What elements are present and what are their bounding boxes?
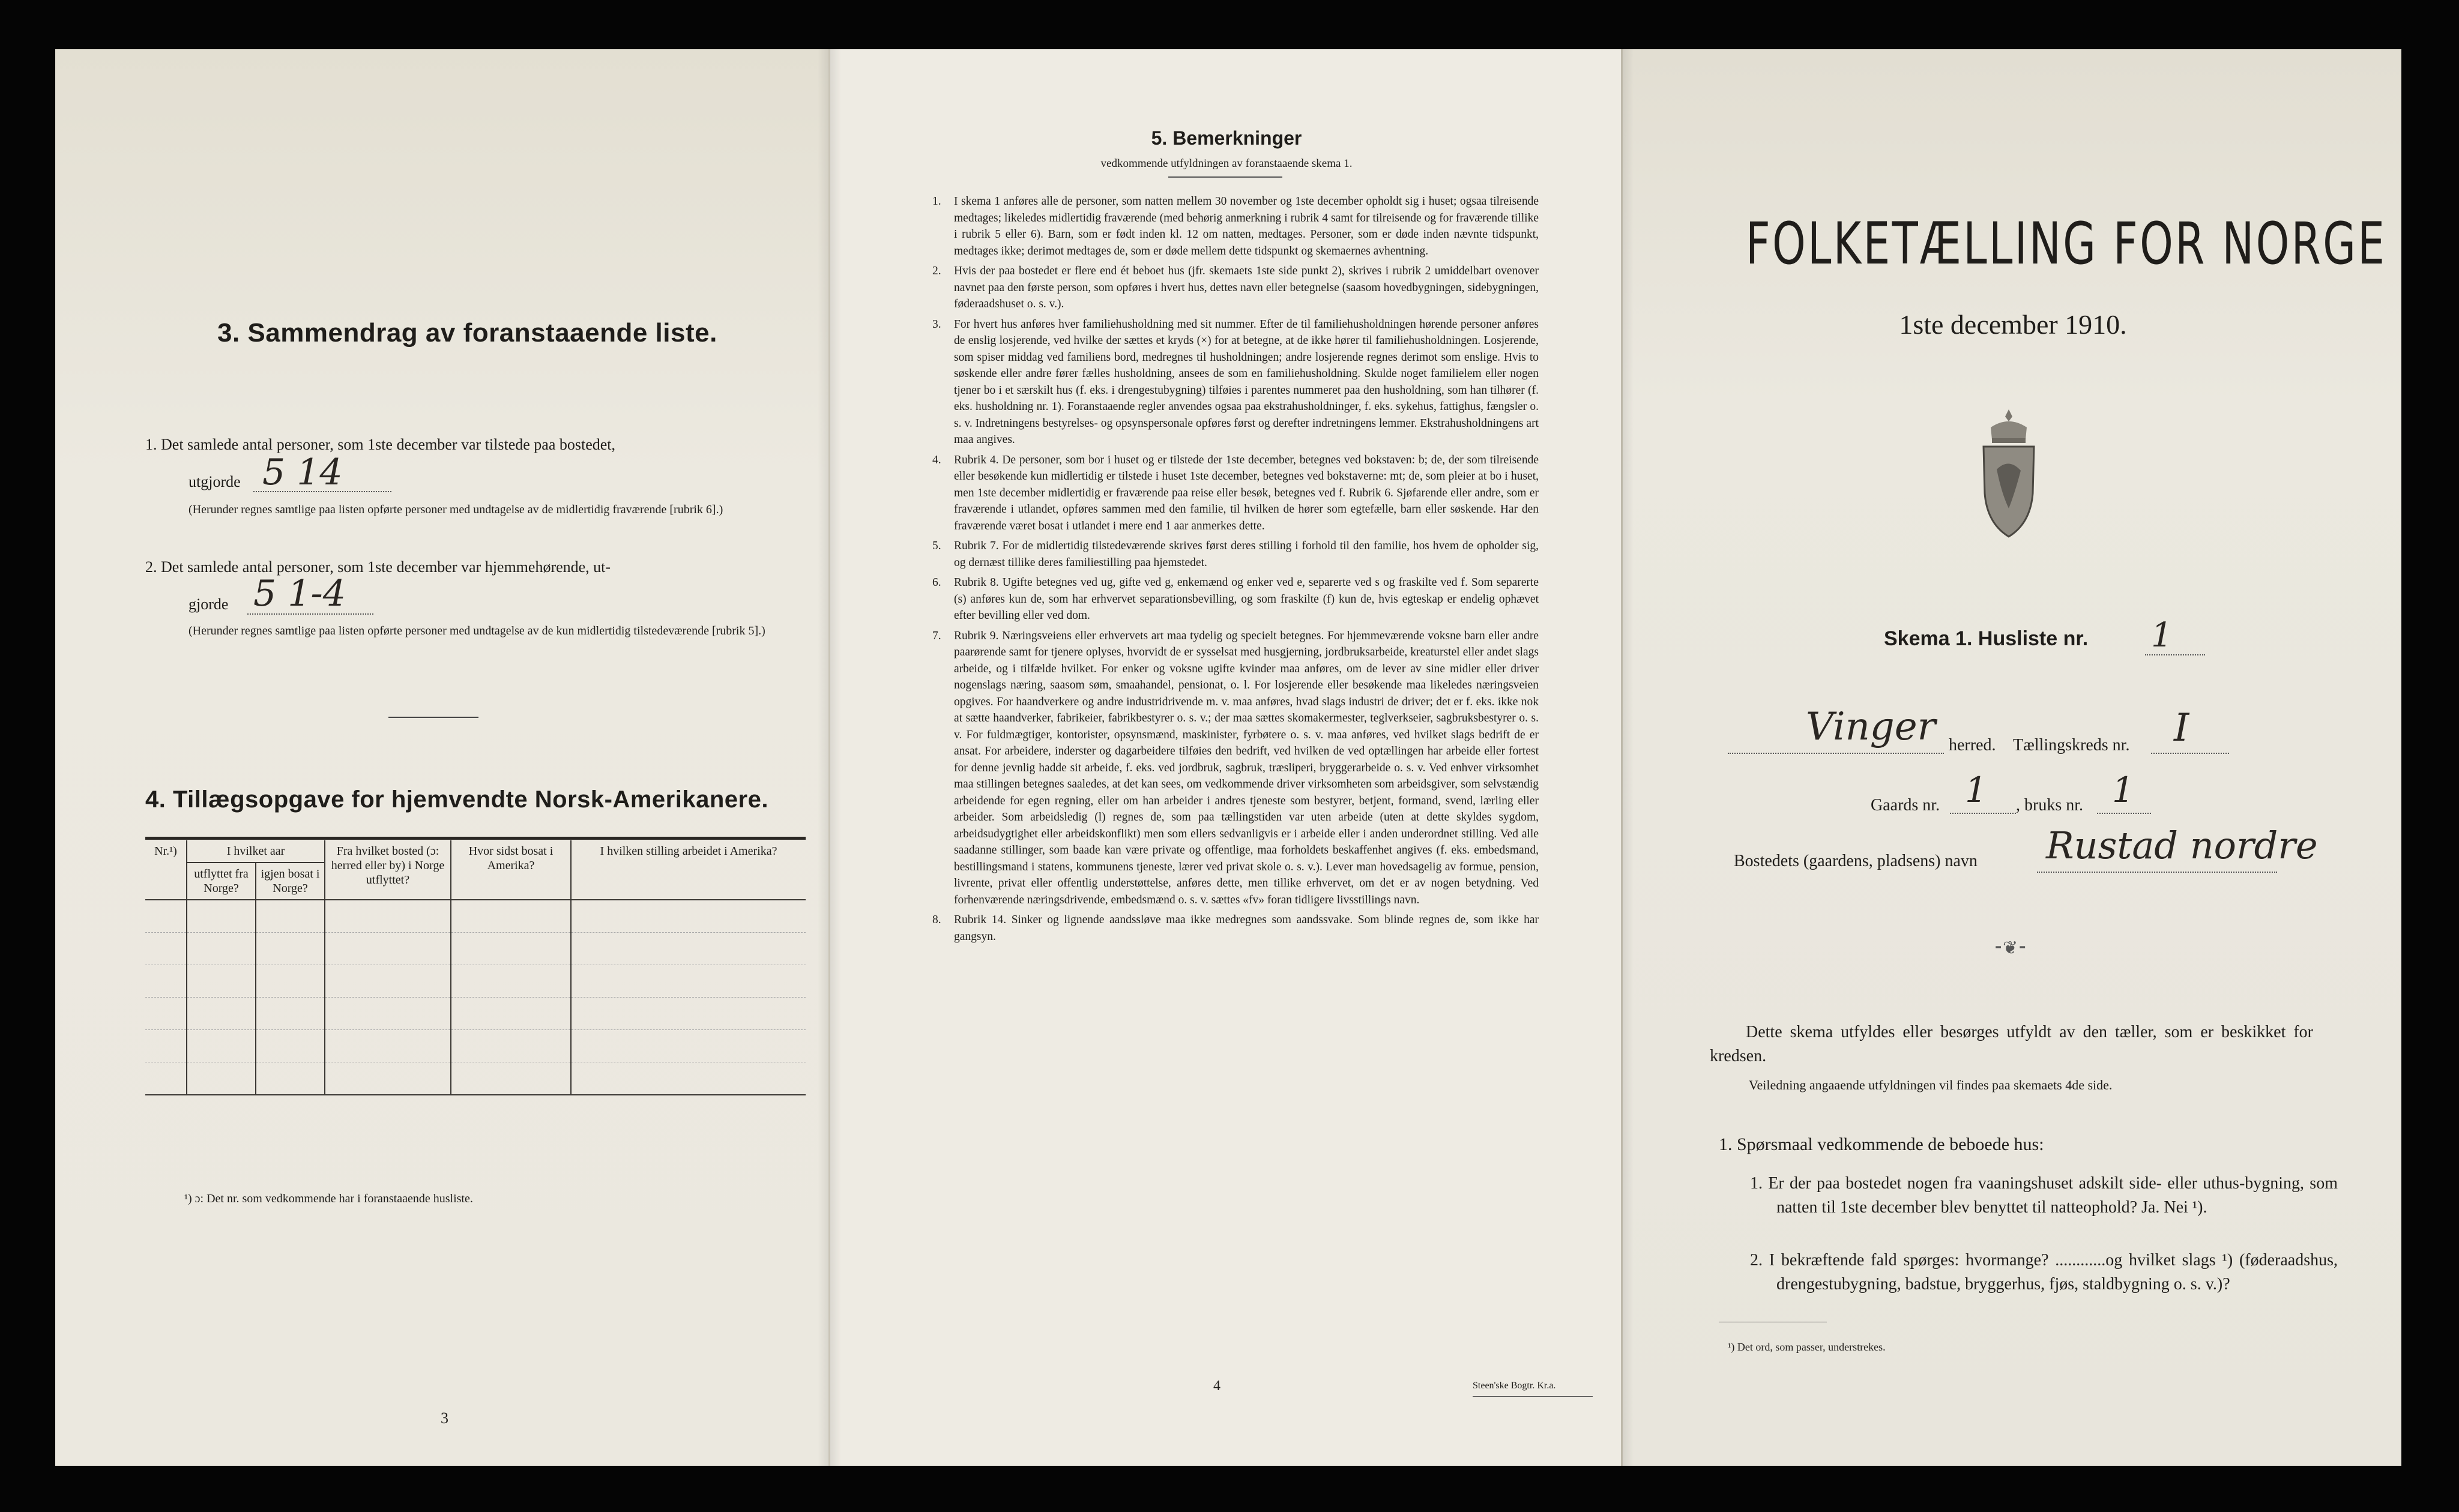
section-4-title: 4. Tillægsopgave for hjemvendte Norsk-Amerikanere.: [145, 786, 768, 813]
bosted-handwritten: Rustad nordre: [2046, 824, 2318, 867]
questions-title: 1. Spørsmaal vedkommende de beboede hus:: [1719, 1134, 2044, 1154]
coat-of-arms-icon: [1973, 403, 2045, 541]
kreds-label: Tællingskreds nr.: [2013, 736, 2130, 754]
footnote: ¹) Det ord, som passer, understrekes.: [1728, 1341, 1886, 1353]
divider: [388, 717, 478, 718]
item2-handwritten-count: 5 1-4: [253, 573, 346, 615]
kreds-handwritten: I: [2174, 706, 2189, 750]
page-4-sheet: [828, 49, 1621, 1466]
bruks-nr-handwritten: 1: [2112, 770, 2134, 810]
remark-item: 1. I skema 1 anføres alle de personer, som natten mellem 30 november og 1ste december opholdt sig i huset; ogsaa tilreisende medtages; likeledes midlertidig fraværende (med behørig anmerkning i rubrik 4 samt for tilreisende og for fraværende tillike i rubrik 5 eller 6). Barn, som er født inden kl. 12 om natten, medtages. Personer, som er døde inden nævnte tidspunkt, medtages ikke; derimot medtages de, som er døde mellem dette tidspunkt og skemaernes avhentning.: [932, 195, 1539, 258]
remarks-title: 5. Bemerkninger: [1151, 127, 1302, 149]
table-row: [145, 998, 806, 1030]
page-3-sheet: [55, 49, 828, 1466]
census-title: FOLKETÆLLING FOR NORGE: [1746, 210, 2387, 277]
table-footnote: ¹) ɔ: Det nr. som vedkommende har i foranstaaende husliste.: [184, 1192, 473, 1205]
col-fra-bosted: Fra hvilket bosted (ɔ: herred eller by) i Norge utflyttet?: [325, 840, 451, 900]
census-date: 1ste december 1910.: [1899, 309, 2127, 340]
remark-item: 4. Rubrik 4. De personer, som bor i huset og er tilstede der 1ste december, betegnes ved bokstaven: b; de, der som tilreisende eller besøkende kun midlertidig er tilstede i huset 1ste december, betegnes ved bokstaverne: mt; de, som pleier at bo i huset, men 1ste december midlertidig er fraværende paa reise eller besøk, betegnes ved f. Rubrik 6. Sjøfarende eller andre, som er fraværende i utlandet, opføres sammen med den familie, til hvilken de hører som egtefælle, barn eller søskende. Har den fraværende været bosat i utlandet i mere end 1 aar anmerkes dette.: [932, 453, 1539, 532]
ornament-icon: ⁃❦⁃: [1994, 938, 2027, 958]
table-row: [145, 1030, 806, 1062]
item2-gjorde-label: gjorde: [189, 595, 229, 613]
herred-label: herred.: [1949, 736, 1996, 754]
item1-note: (Herunder regnes samtlige paa listen opførte personer med undtagelse av de midlertidig fraværende [rubrik 6].): [189, 503, 723, 516]
page-number: 3: [441, 1409, 448, 1427]
remark-item: 8. Rubrik 14. Sinker og lignende aandssløve maa ikke medregnes som aandssvake. Som blinde regnes de, som ikke har gangsyn.: [932, 914, 1539, 943]
remarks-list: [932, 193, 1539, 948]
page-number: 4: [1213, 1378, 1220, 1394]
item2-note: (Herunder regnes samtlige paa listen opførte personer med undtagelse av de kun midlertidig tilstedeværende [rubrik 5].): [189, 624, 765, 637]
bosted-label: Bostedets (gaardens, pladsens) navn: [1734, 852, 1978, 870]
norsk-amerikanere-table: [145, 840, 806, 1095]
guidance-note: Veiledning angaaende utfyldningen vil findes paa skemaets 4de side.: [1749, 1077, 2113, 1092]
table-row: [145, 1062, 806, 1095]
col-nr: Nr.¹): [145, 840, 187, 900]
remark-item: 6. Rubrik 8. Ugifte betegnes ved ug, gifte ved g, enkemænd og enker ved e, separerte ved s og fraskilte ved f. Som separerte (s) anføres kun de, som har erhvervet separationsbevilling, og som fraskilte (f) kun de, hvis egteskap er endelig ophævet efter bevilling eller ved dom.: [932, 576, 1539, 622]
item2-text: 2. Det samlede antal personer, som 1ste december var hjemmehørende, ut-: [145, 558, 611, 576]
col-aar: I hvilket aar: [187, 840, 325, 863]
col-sidst-bosat: Hvor sidst bosat i Amerika?: [451, 840, 571, 900]
remark-item: 2. Hvis der paa bostedet er flere end ét beboet hus (jfr. skemaets 1ste side punkt 2), skrives i rubrik 2 umiddelbart ovenover navnet paa den første person, som opføres i hvert hus, dettes navn eller betegnelse (saasom hovedbygningen, sidebygningen, føderaadshuset o. s. v.).: [932, 265, 1539, 310]
item1-text: 1. Det samlede antal personer, som 1ste december var tilstede paa bostedet,: [145, 436, 616, 453]
question-1: 1. Er der paa bostedet nogen fra vaaningshuset adskilt side- eller uthus-bygning, som natten til 1ste december blev benyttet til natteophold? Ja. Nei ¹).: [1750, 1174, 2338, 1217]
printer-imprint: Steen'ske Bogtr. Kr.a.: [1473, 1381, 1556, 1391]
instruction-text: Dette skema utfyldes eller besørges utfyldt av den tæller, som er beskikket for kredsen.: [1710, 1023, 2313, 1065]
gaards-nr-handwritten: 1: [1965, 770, 1987, 810]
cover-sheet: [1621, 49, 2401, 1466]
table-row: [145, 965, 806, 998]
table-row: [145, 900, 806, 933]
remark-item: 7. Rubrik 9. Næringsveiens eller erhvervets art maa tydelig og specielt betegnes. For hjemmeværende voksne barn eller andre paarørende samt for tjenere oplyses, hvorvidt de er sysselsat med husgjerning, jordbruksarbeide, kreaturstel eller andet slags arbeide, og i tilfælde hvilket. For enker og voksne ugifte kvinder maa anføres, om de lever av sine midler eller driver nogenslags næring, saasom søm, smaahandel, pensionat, o. l. For losjerende eller besøkende maa likeledes næringsveien opgives. For haandverkere og andre industridrivende m. v. maa anføres, hvad slags industri de driver; det er f. eks. ikke nok at sætte haandverker, fabrikeier, fabrikbestyrer o. s. v.; der maa sættes skomakermester, teglverkseier, sagbruksbestyrer o. s. v. For fuldmægtiger, kontorister, opsynsmænd, maskinister, fyrbøtere o. s. v. maa anføres, ved hvilket slags bedrift de er ansat. For arbeidere, inderster og dagarbeidere tilføies den bedrift, ved hvilken de ved optællingen har arbeide eller fortest for denne jevnlig hadde sit arbeide, f. eks. ved jordbruk, sagbruk, træsliperi, bryggerarbeide o. s. v. Ved enhver virksomhet maa stillingen betegnes saaledes, at det kan sees, om vedkommende driver virksomheten som arbeidsgiver, som selvstændig arbeidende for egen regning, eller om han arbeider i andres tjeneste som bestyrer, betjent, formand, svend, lærling eller arbeider. Som arbeidsledig (l) regnes de, som paa tællingstiden var uten arbeide (uten at dette skyldes sygdom, arbeidsudygtighet eller arbeidskonflikt) men som ellers sedvanligvis er i arbeide eller i anden underordnet stilling. Ved alle saadanne stillinger, som baade kan være private og offentlige, maa forholdets beskaffenhet angives (f. eks. embedsmand, bestillingsmand i statens, kommunens tjeneste, lærer ved privat skole o. s. v.). Lever man hovedsagelig av formue, pension, livrente, privat eller offentlig understøttelse, anføres dette, men tillike erhvervet, om det er av nogen betydning. Ved forhenværende næringsdrivende, embedsmænd o. s. v. sættes «fv» foran tidligere livsstillings navn.: [932, 629, 1539, 906]
col-igjen-bosat: igjen bosat i Norge?: [256, 863, 325, 900]
remark-item: 3. For hvert hus anføres hver familiehusholdning med sit nummer. Efter de til familiehusholdningen hørende personer anføres de enslig losjerende, ved hvilke der sættes et kryds (×) for at betegne, at de ikke hører til familiehusholdningen. Losjerende, som spiser middag ved familiens bord, medregnes til husholdningen; andre losjerende regnes derimot som enslige. Hvis to søskende eller andre fører fælles husholdning, ansees de som en familiehusholdning. Skulde noget familielem eller nogen tjener bo i et særskilt hus (f. eks. i drengestubygning) tilføies i parentes nummeret paa den husholdning, som han tilhører (f. eks. husholdning nr. 1). Foranstaaende regler anvendes ogsaa paa ekstrahusholdninger, f. eks. sykehus, fattighus, fængsler o. s. v. Indretningens bestyrelses- og opsynspersonale opføres først og derefter indretningens lemmer. Ekstrahusholdningens art maa angives.: [932, 318, 1539, 446]
item1-handwritten-count: 5 14: [262, 451, 343, 493]
table-row: [145, 933, 806, 965]
remarks-subtitle: vedkommende utfyldningen av foranstaaende skema 1.: [1100, 157, 1353, 170]
section-3-title: 3. Sammendrag av foranstaaende liste.: [217, 318, 717, 348]
remark-item: 5. Rubrik 7. For de midlertidig tilstedeværende skrives først deres stilling i forhold til den familie, hos hvem de opholder sig, og dernæst tillike deres familiestilling paa hjemstedet.: [932, 540, 1539, 569]
herred-handwritten: Vinger: [1806, 705, 1936, 749]
gaards-label: Gaards nr.: [1871, 796, 1940, 815]
item1-utgjorde-label: utgjorde: [189, 473, 241, 490]
bruks-label: , bruks nr.: [2016, 796, 2083, 815]
question-2: 2. I bekræftende fald spørges: hvormange? ............og hvilket slags ¹) (føderaadshus, drengestubygning, badstue, bryggerhus, fjøs, staldbygning o. s. v.)?: [1750, 1251, 2338, 1294]
husliste-nr-handwritten: 1: [2151, 616, 2173, 655]
col-utflyttet: utflyttet fra Norge?: [187, 863, 256, 900]
skema-label: Skema 1. Husliste nr.: [1884, 627, 2089, 650]
col-stilling: I hvilken stilling arbeidet i Amerika?: [571, 840, 806, 900]
